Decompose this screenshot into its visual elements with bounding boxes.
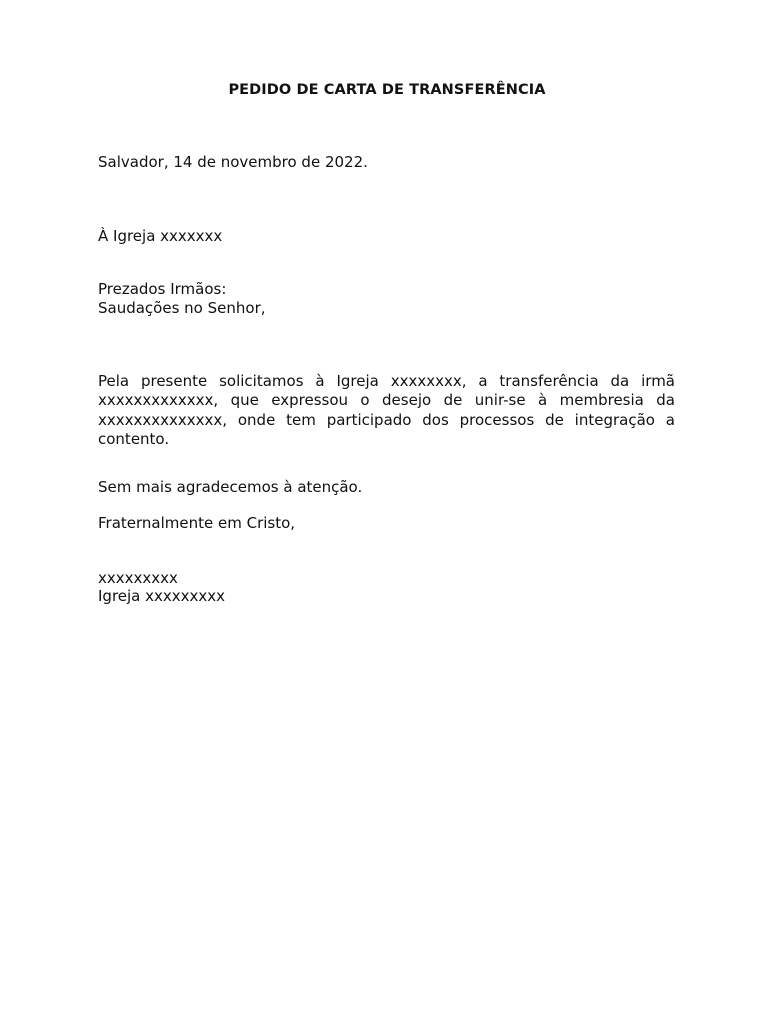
salutation-line: Saudações no Senhor, [98, 299, 266, 317]
greeting-line: Prezados Irmãos: [98, 280, 227, 298]
body-line: Pela presente solicitamos à Igreja xxxxxxxx, a transferência da irmã [98, 372, 675, 390]
body-line: contento. [98, 429, 170, 448]
letter-body [98, 372, 675, 449]
signature-name: xxxxxxxxx [98, 569, 178, 587]
signature-org: Igreja xxxxxxxxx [98, 587, 226, 605]
closing-thanks-line: Sem mais agradecemos à atenção. [98, 478, 363, 496]
body-line: xxxxxxxxxxxxx, que expressou o desejo de unir-se à membresia da [98, 391, 675, 410]
date-line: Salvador, 14 de novembro de 2022. [98, 153, 368, 171]
body-line: xxxxxxxxxxxxxx, onde tem participado dos processos de integração a [98, 410, 675, 429]
recipient-line: À Igreja xxxxxxx [98, 227, 223, 245]
closing-line: Fraternalmente em Cristo, [98, 514, 296, 532]
letter-title: PEDIDO DE CARTA DE TRANSFERÊNCIA [228, 82, 546, 98]
